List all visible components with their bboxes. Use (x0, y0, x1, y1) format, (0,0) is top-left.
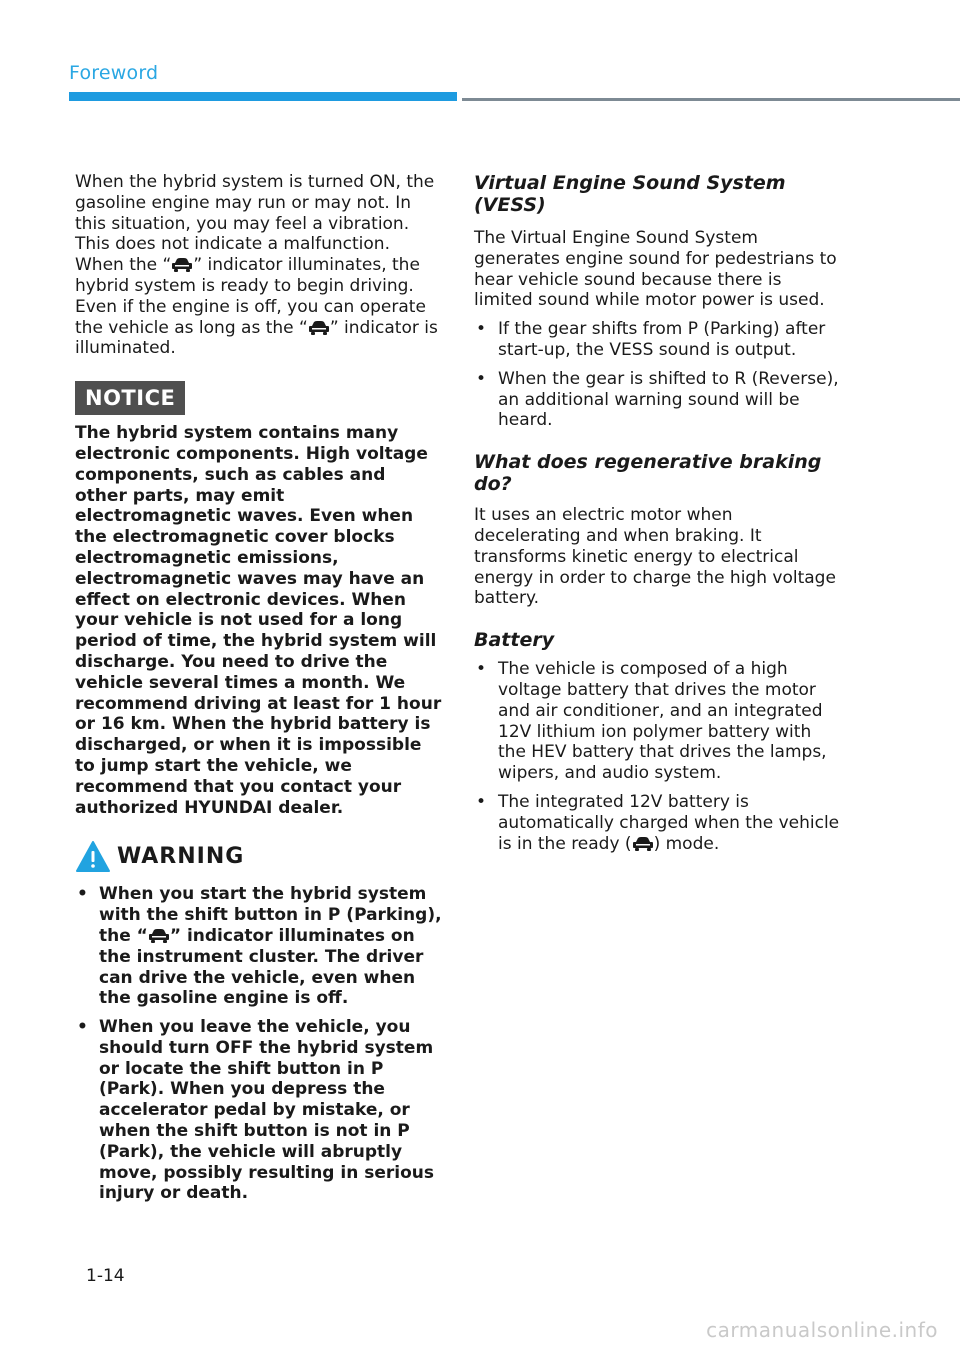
regen-heading: What does regenerative braking do? (474, 451, 822, 496)
list-item: • When you leave the vehicle, you should turn OFF the hybrid system or locate the shift button in P (Park). When you depress the accelerator pedal by mistake, or when the shift button is not in P (Park), the vehicle will abruptly move, possibly resulting in serious injury or death. (77, 1017, 435, 1204)
list-item: • When the gear is shifted to R (Reverse), an additional warning sound will be heard. (476, 368, 839, 431)
warning-triangle-icon (75, 840, 111, 874)
bullet: • (77, 884, 88, 905)
right-column (474, 172, 844, 854)
vess-body: The Virtual Engine Sound System generates engine sound for pedestrians to hear vehicle sound because there is limited sound while motor power is used. (474, 228, 837, 311)
warning-label: WARNING (117, 844, 245, 870)
battery-heading: Battery (474, 629, 555, 652)
notice-badge: NOTICE (75, 381, 185, 415)
ready-car-icon (308, 320, 330, 335)
list-item: • The vehicle is composed of a high voltage battery that drives the motor and air conditioner, and an integrated 12V lithium ion polymer battery with the HEV battery that drives the lamps, wipers, and audio system. (476, 659, 827, 784)
ready-car-icon (632, 836, 654, 851)
intro-paragraph: When the hybrid system is turned ON, the gasoline engine may run or may not. In this situation, you may feel a vibration. This does not indicate a malfunction. When the “ ” indicator illuminates, the hybrid system is ready to begin driving. Even if the engine is off, you can operate the vehicle as long as the “ ” indicator is illuminated. (75, 172, 438, 359)
list-item: • If the gear shifts from P (Parking) after start-up, the VESS sound is output. (476, 319, 826, 360)
bullet: • (77, 1017, 88, 1038)
header-rule (462, 98, 960, 101)
list-item: • The integrated 12V battery is automatically charged when the vehicle is in the ready ( ) mode. (476, 791, 840, 854)
warning-list (75, 884, 443, 1204)
bullet: • (476, 659, 487, 680)
bullet: • (476, 791, 487, 812)
section-title: Foreword (69, 62, 159, 84)
header-rule-accent (69, 92, 457, 101)
regen-body: It uses an electric motor when decelerating and when braking. It transforms kinetic energy to electrical energy in order to charge the high voltage battery. (474, 505, 836, 609)
page-number: 1-14 (86, 1266, 125, 1286)
vess-heading: Virtual Engine Sound System (VESS) (474, 172, 786, 216)
watermark: carmanualsonline.info (706, 1318, 938, 1342)
vess-list (474, 319, 844, 431)
bullet: • (476, 319, 487, 340)
ready-car-icon (148, 928, 170, 943)
notice-body: The hybrid system contains many electronic components. High voltage components, such as cables and other parts, may emit electromagnetic waves. Even when the electromagnetic cover blocks electromagnetic emissions, electromagnetic waves may have an effect on electronic devices. When your vehicle is not used for a long period of time, the hybrid system will discharge. You need to drive the vehicle several times a month. We recommend driving at least for 1 hour or 16 km. When the hybrid battery is discharged, or when it is impossible to jump start the vehicle, we recommend that you contact your authorized HYUNDAI dealer. (75, 423, 442, 818)
battery-list (474, 659, 844, 854)
bullet: • (476, 368, 487, 389)
warning-header (75, 840, 443, 874)
ready-car-icon (171, 257, 193, 272)
list-item: • When you start the hybrid system with the shift button in P (Parking), the “ ” indicator illuminates on the instrument cluster. The driver can drive the vehicle, even when the gasoline engine is off. (77, 884, 442, 1009)
left-column (75, 172, 443, 1204)
